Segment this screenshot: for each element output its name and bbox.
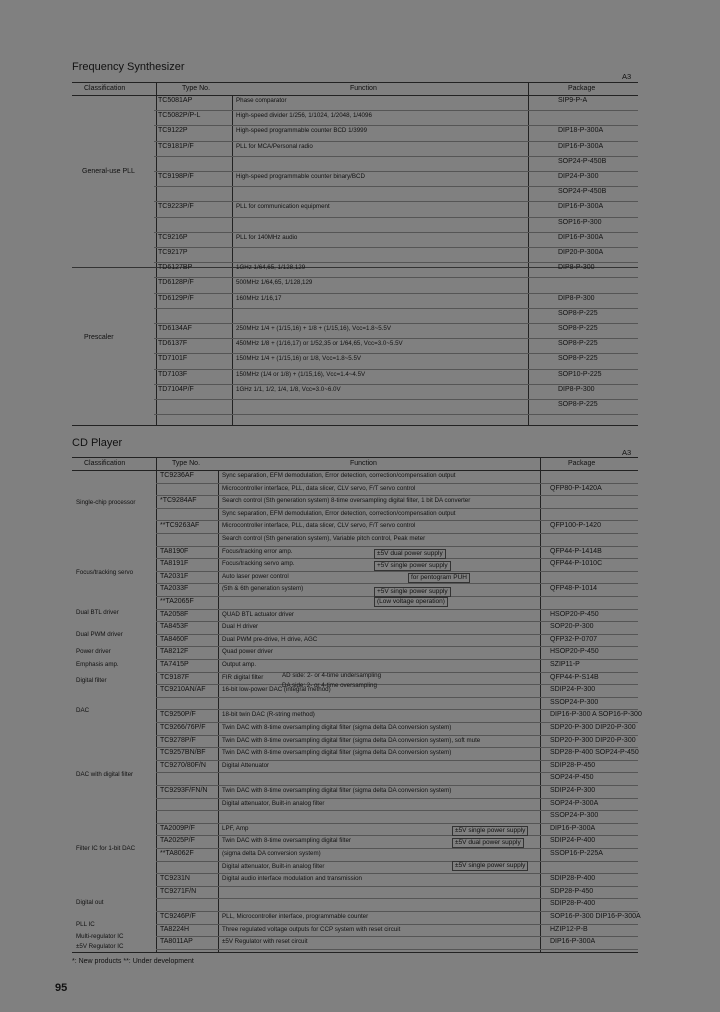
cell-function: 500MHz 1/64,65, 1/128,129 <box>236 279 313 287</box>
cell-package: SOP8-P-225 <box>558 309 598 317</box>
cell-type-no: **TA2065F <box>160 598 194 605</box>
cell-type-no: TC9198P/F <box>158 173 194 180</box>
cell-type-no: TC9217P <box>158 249 188 256</box>
cell-function: 150MHz 1/4 + (1/15,16) or 1/8, Vcc=1.8~5.5V <box>236 355 362 363</box>
cell-function: 250MHz 1/4 + (1/15,16) + 1/8 + (1/15,16), Vcc=1.8~5.5V <box>236 325 391 332</box>
cell-function: LPF, Amp <box>222 824 249 832</box>
cell-type-no: TA8224H <box>160 925 190 933</box>
cell-type-no: TC5081AP <box>158 97 193 104</box>
class-label: PLL IC <box>76 921 95 928</box>
cell-package: SIP9-P-A <box>558 97 588 104</box>
cell-type-no: TC5082P/P-L <box>158 112 201 120</box>
cell-type-no: TA7415P <box>160 661 189 668</box>
cell-function: Digital audio interface modulation and transmission <box>222 875 362 883</box>
cell-function: High-speed programmable counter binary/BCD <box>236 173 365 180</box>
class-label: Dual BTL driver <box>76 609 119 616</box>
cell-package: SOP16-P-300 DIP16-P-300A <box>550 913 641 920</box>
header-package: Package <box>568 85 596 92</box>
header-package: Package <box>568 460 596 467</box>
cell-type-no: TC9266/76P/F <box>160 724 206 731</box>
cell-function: (sigma delta DA conversion system) <box>222 850 321 857</box>
cell-package: DIP18-P-300A <box>558 127 604 135</box>
cell-package: QFP44-P-1414B <box>550 547 602 555</box>
class-label: Filter IC for 1-bit DAC <box>76 845 136 852</box>
cell-package: DIP16-P-300A <box>558 203 604 211</box>
cell-package: DIP16-P-300 A SOP16-P-300 <box>550 711 642 719</box>
cell-package: SOP8-P-225 <box>558 401 598 408</box>
cell-type-no: TA8460F <box>160 635 189 643</box>
cell-package: QFP80-P-1420A <box>550 484 602 492</box>
cell-function: Twin DAC with 8-time oversampling digital filter (sigma delta DA conversion system), soft mute <box>222 736 481 744</box>
cell-package: SOP20-P-300 <box>550 623 594 631</box>
cell-function: Quad power driver <box>222 648 273 656</box>
cell-type-no: TA8191F <box>160 560 189 568</box>
header-function: Function <box>350 85 377 92</box>
cell-package: SOP8-P-225 <box>558 325 598 332</box>
cell-type-no: TA2033F <box>160 585 189 593</box>
cell-type-no: TC9181P/F <box>158 142 194 150</box>
class-general-pll: General-use PLL <box>82 168 135 175</box>
cell-package: SZIP11-P <box>550 661 580 668</box>
cell-package: DIP16-P-300A <box>558 233 604 241</box>
cell-function: 16-bit low-power DAC (integral method) <box>222 686 331 694</box>
cell-package: SDP20-P-300 DIP20-P-300 <box>550 736 636 744</box>
cell-type-no: TC9293F/FN/N <box>160 787 208 794</box>
cell-package: SDP28-P-450 <box>550 887 594 895</box>
cell-function: Focus/tracking error amp. <box>222 547 293 555</box>
cell-function: 1GHz 1/64,65, 1/128,129 <box>236 264 306 272</box>
note-power-1: ±5V dual power supply <box>374 549 446 559</box>
cell-package: SDP20-P-300 DIP20-P-300 <box>550 724 636 731</box>
cell-function: Digital attenuator, Built-in analog filter <box>222 862 325 870</box>
cell-type-no: TD6127BP <box>158 264 193 272</box>
cell-function: Twin DAC with 8-time oversampling digital filter <box>222 837 351 845</box>
page-number: 95 <box>55 982 68 994</box>
cell-type-no: TC9250P/F <box>160 711 196 719</box>
cell-type-no: TC9278P/F <box>160 736 196 744</box>
note-df-a: AD side: 2- or 4-time undersampling <box>282 672 382 679</box>
cell-package: DIP8-P-300 <box>558 294 595 302</box>
cell-type-no: TC9231N <box>160 875 190 883</box>
note-power-2: +5V single power supply <box>374 561 451 571</box>
cell-function: Microcontroller interface, PLL, data slicer, CLV servo, F/T servo control <box>222 522 416 530</box>
cell-type-no: **TA8062F <box>160 850 194 857</box>
note-power-4: +5V single power supply <box>374 587 451 597</box>
cell-type-no: TA8212F <box>160 648 189 656</box>
cell-type-no: TD6128P/F <box>158 279 194 287</box>
note-power-5: (Low voltage operation) <box>374 597 448 607</box>
cell-package: QFP100-P-1420 <box>550 522 601 530</box>
class-label: ±5V Regulator IC <box>76 943 124 950</box>
row-divider <box>156 949 638 950</box>
cell-package: SDIP24-P-400 <box>550 837 596 845</box>
note-power-3: for pentogram PUH <box>408 573 470 583</box>
cell-function: 450MHz 1/8 + (1/16,17) or 1/52,35 or 1/64,65, Vcc=3.0~5.5V <box>236 340 403 348</box>
header-classification: Classification <box>84 460 126 467</box>
cell-function: PLL for communication equipment <box>236 203 330 211</box>
cell-type-no: TD7101F <box>158 355 188 363</box>
row-divider <box>154 277 638 278</box>
cell-package: HSOP20-P-450 <box>550 648 599 656</box>
class-label: Emphasis amp. <box>76 661 119 668</box>
cell-type-no: **TC9263AF <box>160 522 200 530</box>
section1-code: A3 <box>622 72 632 81</box>
cell-package: DIP8-P-300 <box>558 385 595 393</box>
cell-package: DIP20-P-300A <box>558 249 604 256</box>
cell-type-no: TC9246P/F <box>160 913 196 920</box>
cell-function: Microcontroller interface, PLL, data slicer, CLV servo, F/T servo control <box>222 484 416 492</box>
cell-function: FIR digital filter <box>222 673 264 681</box>
cell-package: SDIP28-P-400 <box>550 900 596 908</box>
cell-type-no: *TC9284AF <box>160 497 197 505</box>
cell-package: SSOP24-P-300 <box>550 698 599 706</box>
cell-type-no: TD6129P/F <box>158 294 194 302</box>
cell-function: Search control (Sth generation system), Variable pitch control, Peak meter <box>222 535 426 542</box>
cell-package: HZIP12-P-B <box>550 925 588 933</box>
class-prescaler: Prescaler <box>84 334 114 341</box>
cell-function: Dual PWM pre-drive, H drive, AGC <box>222 635 318 643</box>
class-label: Digital out <box>76 899 104 906</box>
cell-type-no: TD7104P/F <box>158 385 194 393</box>
frequency-synthesizer-table <box>72 82 638 426</box>
cell-function: 150MHz (1/4 or 1/8) + (1/15,16), Vcc=1.4~4.5V <box>236 370 366 378</box>
cell-package: SOP24-P-450B <box>558 188 607 196</box>
note-df-b: DA side: 2- or 4-time oversampling <box>282 682 377 689</box>
cd-player-table <box>72 457 642 953</box>
cell-function: Twin DAC with 8-time oversampling digital filter (sigma delta DA conversion system) <box>222 749 452 757</box>
cell-type-no: TC9223P/F <box>158 203 194 211</box>
cell-function: PLL, Microcontroller interface, programmable counter <box>222 913 369 920</box>
cell-type-no: TC9216P <box>158 233 188 241</box>
cell-function: Three regulated voltage outputs for CCP system with reset circuit <box>222 925 401 933</box>
cell-function: ±5V Regulator with reset circuit <box>222 938 308 946</box>
cell-function: Twin DAC with 8-time oversampling digital filter (sigma delta DA conversion system) <box>222 787 452 794</box>
cell-package: DIP8-P-300 <box>558 264 595 272</box>
cell-function: QUAD BTL actuator driver <box>222 610 294 618</box>
cell-package: SDIP28-P-400 <box>550 875 596 883</box>
cell-function: Search control (Sth generation system) 8-time oversampling digital filter, 1 bit DA converter <box>222 497 471 505</box>
cell-package: SOP24-P-450B <box>558 157 607 165</box>
cell-function: Phase comparator <box>236 97 287 104</box>
cell-package: SDP28-P-400 SOP24-P-450 <box>550 749 639 757</box>
class-label: Power driver <box>76 648 111 655</box>
cell-type-no: TC9122P <box>158 127 188 135</box>
cell-type-no: TC9236AF <box>160 472 194 479</box>
cell-type-no: TA2031F <box>160 572 189 580</box>
cell-package: SOP16-P-300 <box>558 218 602 226</box>
cell-function: 18-bit twin DAC (R-string method) <box>222 711 315 719</box>
cell-type-no: TC9270/80F/N <box>160 761 206 769</box>
cell-function: 1GHz 1/1, 1/2, 1/4, 1/8, Vcc=3.0~6.0V <box>236 385 341 393</box>
cell-function: Digital attenuator, Built-in analog filter <box>222 799 325 807</box>
cell-package: QFP44-P-1010C <box>550 560 603 568</box>
cell-package: SDIP24-P-300 <box>550 686 596 694</box>
note-power-8: ±5V single power supply <box>452 861 528 871</box>
cell-package: QFP44-P-S14B <box>550 673 599 681</box>
row-divider <box>154 414 638 415</box>
row-divider <box>154 110 638 111</box>
header-type: Type No. <box>172 460 201 467</box>
class-label: DAC <box>76 707 90 714</box>
cell-function: Auto laser power control <box>222 572 289 580</box>
cell-function: Dual H driver <box>222 623 259 631</box>
cell-type-no: TA2009P/F <box>160 824 195 832</box>
cell-package: QFP32-P-0707 <box>550 635 598 643</box>
cell-type-no: TA2025P/F <box>160 837 195 845</box>
cell-package: DIP16-P-300A <box>550 938 596 946</box>
cell-type-no: TA8190F <box>160 547 189 555</box>
header-function: Function <box>350 460 377 467</box>
cell-function: Sync separation, EFM demodulation, Error detection, correction/compensation output <box>222 509 456 517</box>
class-label: Single-chip processor <box>76 499 136 506</box>
cell-function: 160MHz 1/16,17 <box>236 294 282 302</box>
header-type: Type No. <box>182 85 211 92</box>
footnote: *: New products **: Under development <box>72 958 194 965</box>
section2-code: A3 <box>622 448 632 457</box>
cell-package: SSOP16-P-225A <box>550 850 603 857</box>
cell-package: DIP24-P-300 <box>558 173 599 180</box>
cell-type-no: TA2058F <box>160 610 189 618</box>
cell-package: SOP10-P-225 <box>558 370 602 378</box>
class-label: Dual PWM driver <box>76 631 123 638</box>
cell-type-no: TA8011AP <box>160 938 193 946</box>
cell-function: Digital Attenuator <box>222 761 270 769</box>
note-power-7: ±5V dual power supply <box>452 838 524 848</box>
cell-type-no: TC9271F/N <box>160 887 197 895</box>
cell-function: Sync separation, EFM demodulation, Error detection, correction/compensation output <box>222 472 456 479</box>
cell-function: PLL for 140MHz audio <box>236 233 298 241</box>
cell-type-no: TC9187F <box>160 673 190 681</box>
cell-package: HSOP20-P-450 <box>550 610 599 618</box>
cell-function: Focus/tracking servo amp. <box>222 560 295 568</box>
cell-package: SOP24-P-450 <box>550 774 594 782</box>
cell-function: Twin DAC with 8-time oversampling digital filter (sigma delta DA conversion system) <box>222 724 452 731</box>
note-power-6: ±5V single power supply <box>452 826 528 836</box>
cell-type-no: TD7103F <box>158 370 188 378</box>
section2-title: CD Player <box>72 437 123 449</box>
cell-function: (5th & 6th generation system) <box>222 585 304 593</box>
cell-function: High-speed divider 1/256, 1/1024, 1/2048, 1/4096 <box>236 112 372 120</box>
cell-package: SSOP24-P-300 <box>550 812 599 820</box>
cell-package: SOP8-P-225 <box>558 355 598 363</box>
cell-package: SOP8-P-225 <box>558 340 598 348</box>
section1-title: Frequency Synthesizer <box>72 61 185 73</box>
class-label: Digital filter <box>76 677 107 684</box>
class-label: Focus/tracking servo <box>76 569 134 576</box>
cell-type-no: TC9257BN/BF <box>160 749 206 757</box>
cell-function: High-speed programmable counter BCD 1/3999 <box>236 127 368 135</box>
cell-function: Output amp. <box>222 661 257 668</box>
cell-package: DIP16-P-300A <box>558 142 604 150</box>
cell-package: SDIP28-P-450 <box>550 761 596 769</box>
class-label: DAC with digital filter <box>76 771 134 778</box>
cell-type-no: TC9210AN/AF <box>160 686 206 694</box>
cell-function: PLL for MCA/Personal radio <box>236 142 313 150</box>
class-label: Multi-regulator IC <box>76 933 124 940</box>
cell-package: SOP24-P-300A <box>550 799 599 807</box>
cell-type-no: TD6134AF <box>158 325 192 332</box>
cell-type-no: TD6137F <box>158 340 188 348</box>
cell-type-no: TA8453F <box>160 623 189 631</box>
cell-package: DIP16-P-300A <box>550 824 596 832</box>
header-classification: Classification <box>84 85 126 92</box>
cell-package: QFP48-P-1014 <box>550 585 598 593</box>
cell-package: SDIP24-P-300 <box>550 787 596 794</box>
